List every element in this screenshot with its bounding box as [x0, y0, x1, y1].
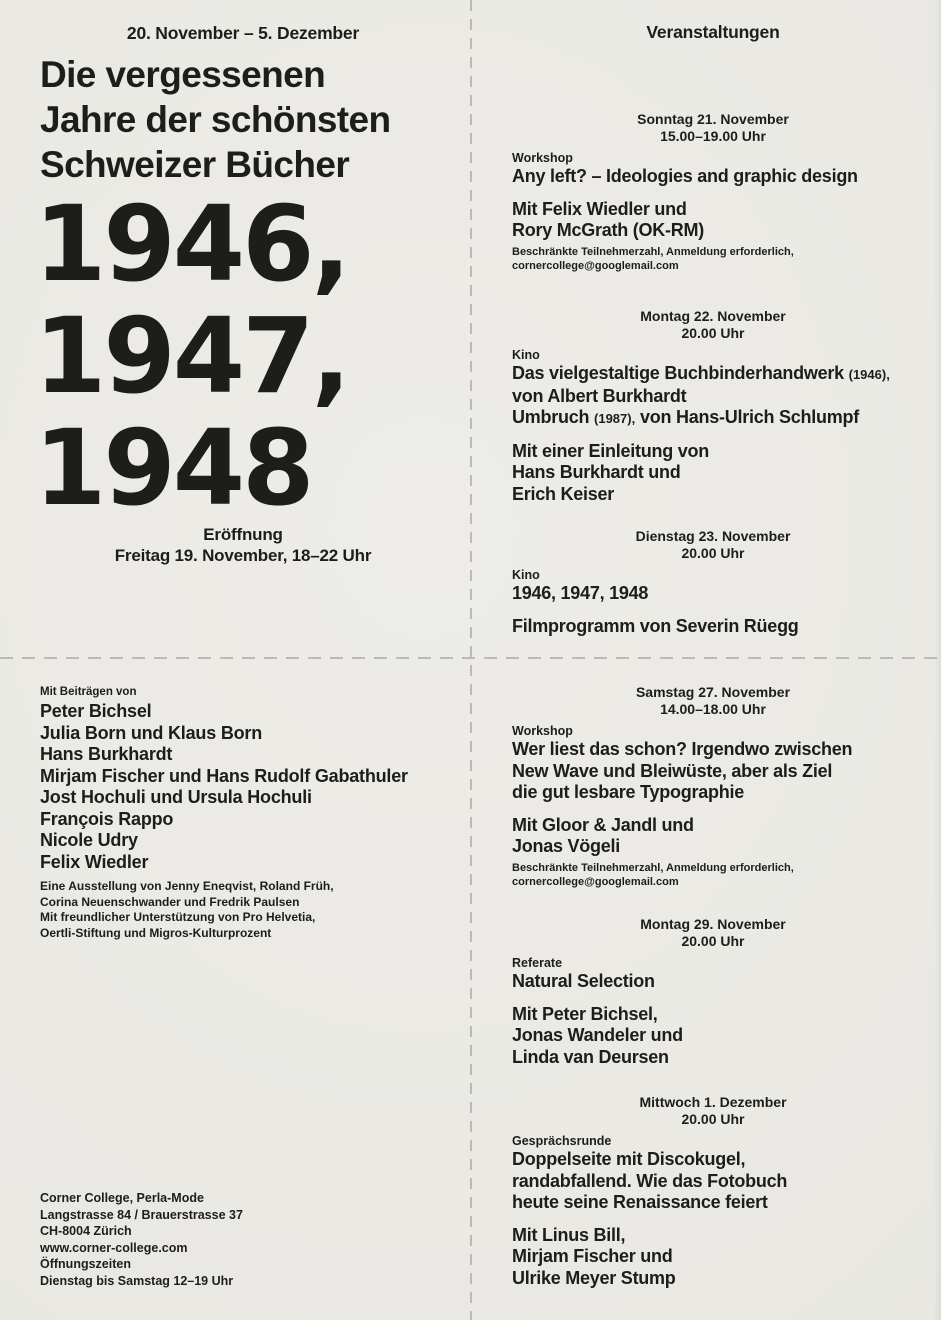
vertical-fold-line: [470, 0, 472, 1320]
film-year-small: (1987),: [594, 411, 636, 426]
event-title: [512, 166, 941, 188]
exhibition-year-line: 1948: [34, 407, 312, 529]
event-date: Sonntag 21. November: [637, 111, 789, 127]
contributor-name: Jost Hochuli und Ursula Hochuli: [40, 787, 312, 807]
event-participants-line: Rory McGrath (OK-RM): [512, 220, 704, 240]
event-participants-line: Erich Keiser: [512, 483, 615, 504]
event-participants: [512, 1004, 941, 1069]
contributor-name: Hans Burkhardt: [40, 744, 173, 764]
event-category: Gesprächsrunde: [512, 1134, 612, 1148]
venue-info: [40, 1190, 243, 1289]
venue-line: Corner College, Perla-Mode: [40, 1191, 204, 1205]
events-heading: Veranstaltungen: [646, 22, 780, 42]
contributors-label: Mit Beiträgen von: [40, 686, 137, 698]
event-note: [512, 245, 941, 274]
exhibition-title-line: Die vergessenen: [40, 54, 326, 95]
event-note-line: cornercollege@googlemail.com: [512, 260, 679, 272]
event-title-line: heute seine Renaissance feiert: [512, 1192, 768, 1212]
credits-line: Corina Neuenschwander und Fredrik Paulsen: [40, 894, 300, 909]
event-title: [512, 363, 941, 430]
event-block: [512, 308, 941, 505]
credits-line: Eine Ausstellung von Jenny Eneqvist, Roland Früh,: [40, 879, 334, 893]
event-category: Workshop: [512, 724, 573, 738]
event-participants-line: Hans Burkhardt und: [512, 462, 681, 482]
event-participants-line: Mit einer Einleitung von: [512, 440, 710, 461]
exhibition-title-line: Jahre der schönsten: [40, 99, 391, 140]
event-participants-line: Jonas Wandeler und: [512, 1025, 683, 1045]
venue-line: Dienstag bis Samstag 12–19 Uhr: [40, 1273, 234, 1288]
event-category: Kino: [512, 348, 540, 362]
exhibition-years: [34, 183, 348, 529]
event-title-line: Any left? – Ideologies and graphic design: [512, 166, 858, 186]
event-category: Kino: [512, 568, 540, 582]
credits-line: Mit freundlicher Unterstützung von Pro Helvetia,: [40, 910, 316, 925]
credits: [40, 879, 334, 942]
event-title-line: New Wave und Bleiwüste, aber als Ziel: [512, 760, 833, 781]
event-block: [512, 528, 941, 637]
event-participants-line: Mit Felix Wiedler und: [512, 198, 687, 219]
event-participants-line: Mit Gloor & Jandl und: [512, 814, 694, 835]
event-participants-line: Mit Linus Bill,: [512, 1224, 626, 1245]
event-title-line: Doppelseite mit Discokugel,: [512, 1149, 746, 1169]
event-date: Montag 22. November: [640, 308, 786, 324]
event-date: Samstag 27. November: [635, 684, 791, 700]
event-block: [512, 684, 941, 890]
event-date: Montag 29. November: [640, 916, 786, 932]
opening-info: [40, 524, 446, 566]
exhibition-year-line: 1947,: [34, 295, 348, 417]
venue-line: www.corner-college.com: [40, 1240, 188, 1255]
event-note-line: cornercollege@googlemail.com: [512, 876, 679, 888]
event-time: 20.00 Uhr: [681, 325, 745, 341]
exhibition-date-range: 20. November – 5. Dezember: [126, 23, 360, 43]
venue-line: Langstrasse 84 / Brauerstrasse 37: [40, 1207, 243, 1222]
event-title-line: 1946, 1947, 1948: [512, 583, 649, 603]
event-title-line: Natural Selection: [512, 971, 655, 991]
event-block: [512, 1094, 941, 1289]
event-participants-line: Jonas Vögeli: [512, 836, 621, 856]
event-title-line: Umbruch (1987), von Hans-Ulrich Schlumpf: [512, 407, 859, 427]
event-participants: [512, 616, 941, 638]
event-note: [512, 861, 941, 890]
event-participants: [512, 199, 941, 242]
contributors-list: [40, 701, 408, 873]
event-participants-line: Filmprogramm von Severin Rüegg: [512, 615, 799, 636]
event-participants-line: Mirjam Fischer und: [512, 1246, 673, 1266]
event-title: [512, 1149, 941, 1214]
event-title-line: Wer liest das schon? Irgendwo zwischen: [512, 739, 853, 759]
credits-line: Oertli-Stiftung und Migros-Kulturprozent: [40, 926, 272, 941]
contributor-name: Peter Bichsel: [40, 701, 152, 721]
event-category: Referate: [512, 956, 563, 970]
event-time: 20.00 Uhr: [681, 545, 745, 561]
opening-label: Eröffnung: [203, 525, 283, 544]
event-participants: [512, 815, 941, 858]
contributor-name: François Rappo: [40, 808, 174, 829]
event-block: [512, 916, 941, 1068]
event-participants: [512, 1225, 941, 1290]
venue-line: CH-8004 Zürich: [40, 1224, 132, 1238]
event-category: Workshop: [512, 151, 573, 165]
contributor-name: Felix Wiedler: [40, 851, 149, 872]
event-title-line: die gut lesbare Typographie: [512, 782, 744, 802]
exhibition-title-line: Schweizer Bücher: [40, 144, 350, 185]
event-title-line: von Albert Burkhardt: [512, 385, 687, 406]
events-column: [512, 0, 941, 1320]
event-title: [512, 971, 941, 993]
contributor-name: Mirjam Fischer und Hans Rudolf Gabathuler: [40, 765, 408, 786]
opening-time: Freitag 19. November, 18–22 Uhr: [114, 546, 372, 565]
event-time: 20.00 Uhr: [681, 933, 745, 949]
exhibition-year-line: 1946,: [34, 183, 348, 305]
event-title: [512, 739, 941, 804]
event-participants: [512, 441, 941, 506]
event-time: 14.00–18.00 Uhr: [660, 701, 766, 717]
event-date: Mittwoch 1. Dezember: [639, 1094, 787, 1110]
event-date: Dienstag 23. November: [635, 528, 791, 544]
venue-line: Öffnungszeiten: [40, 1257, 131, 1271]
event-title: [512, 583, 941, 605]
contributor-name: Julia Born und Klaus Born: [40, 722, 263, 743]
event-participants-line: Mit Peter Bichsel,: [512, 1003, 658, 1024]
event-note-line: Beschränkte Teilnehmerzahl, Anmeldung erforderlich,: [512, 245, 794, 258]
contributor-name: Nicole Udry: [40, 830, 138, 850]
event-title-line: randabfallend. Wie das Fotobuch: [512, 1170, 788, 1191]
film-year-small: (1946),: [848, 367, 890, 382]
exhibition-title: [40, 52, 391, 187]
event-time: 15.00–19.00 Uhr: [660, 128, 766, 144]
event-time: 20.00 Uhr: [681, 1111, 745, 1127]
event-participants-line: Ulrike Meyer Stump: [512, 1267, 676, 1288]
event-title-line: Das vielgestaltige Buchbinderhandwerk (1946),: [512, 363, 890, 383]
event-block: [512, 111, 941, 274]
event-participants-line: Linda van Deursen: [512, 1046, 669, 1067]
event-note-line: Beschränkte Teilnehmerzahl, Anmeldung erforderlich,: [512, 861, 794, 874]
